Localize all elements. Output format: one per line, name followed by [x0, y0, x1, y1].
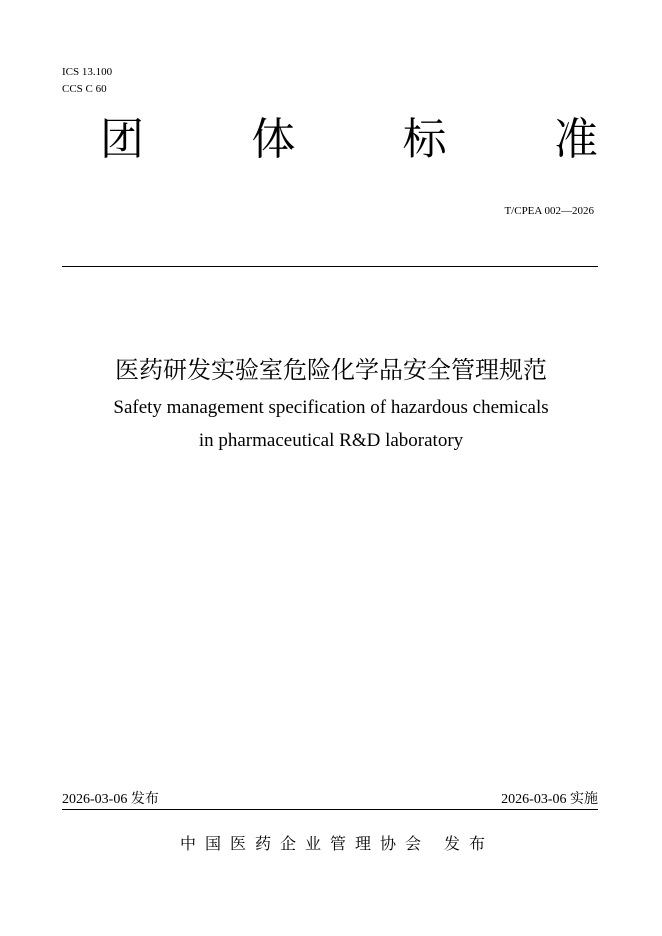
standard-type-char-1: 团	[100, 114, 144, 165]
title-chinese: 医药研发实验室危险化学品安全管理规范	[115, 356, 547, 384]
standard-type-char-2: 体	[251, 114, 296, 165]
publisher-action: 发布	[444, 834, 495, 853]
title-english-line-2: in pharmaceutical R&D laboratory	[198, 430, 464, 451]
standard-type-heading	[92, 110, 606, 170]
classification-codes	[62, 64, 112, 98]
dates-row	[62, 790, 598, 810]
ics-code: ICS 13.100	[62, 66, 113, 78]
standard-type-char-3: 标	[402, 114, 447, 165]
ccs-code: CCS C 60	[62, 83, 107, 95]
publisher-name: 中国医药企业管理协会	[180, 834, 431, 853]
issue-date: 2026-03-06 发布	[62, 792, 159, 807]
publisher-line	[180, 833, 494, 855]
title-english-line-1: Safety management specification of hazardous chemicals	[113, 397, 549, 418]
standard-number: T/CPEA 002—2026	[504, 205, 594, 217]
footer-divider	[62, 809, 598, 810]
header-divider	[62, 266, 598, 267]
implementation-date: 2026-03-06 实施	[501, 792, 598, 807]
standard-type-char-4: 准	[553, 114, 598, 165]
